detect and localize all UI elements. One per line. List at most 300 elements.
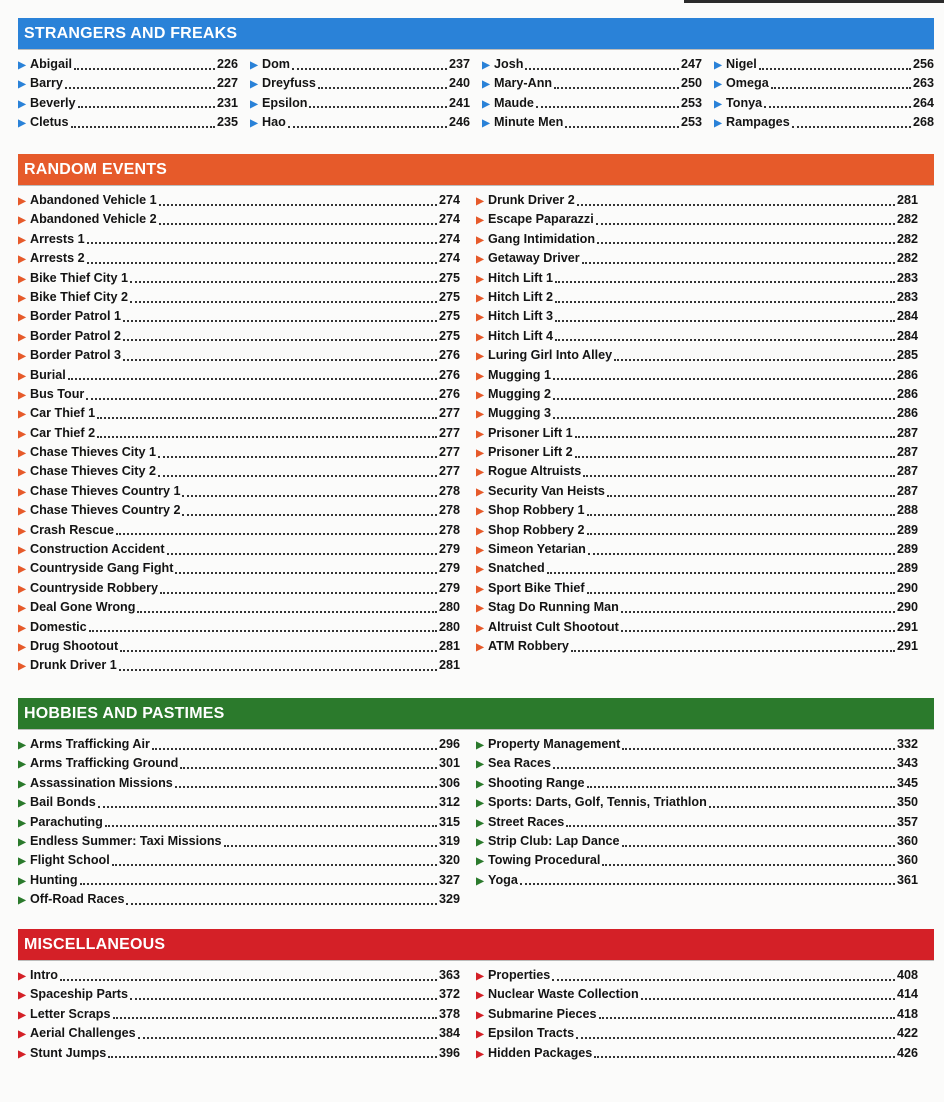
toc-entry (18, 1024, 460, 1043)
dot-leader (158, 456, 437, 458)
toc-entry (476, 210, 918, 229)
bullet-arrow-icon: ▶ (714, 118, 722, 130)
bullet-arrow-icon: ▶ (18, 370, 26, 382)
dot-leader (123, 359, 437, 361)
entry-title: Chase Thieves City 1 (30, 445, 156, 460)
entry-title: Gang Intimidation (488, 231, 596, 246)
entry-column (18, 55, 238, 133)
entry-title: Omega (726, 76, 769, 91)
toc-entry (476, 191, 918, 210)
random-section (18, 154, 934, 676)
entry-columns (18, 966, 934, 1063)
entry-title: Burial (30, 367, 66, 382)
page-number: 396 (438, 1045, 460, 1060)
bullet-arrow-icon: ▶ (476, 1009, 484, 1021)
toc-entry (18, 540, 460, 559)
bullet-arrow-icon: ▶ (18, 215, 26, 227)
entry-title: Simeon Yetarian (488, 542, 586, 557)
dot-leader (112, 864, 437, 866)
dot-leader (588, 553, 895, 555)
page-number: 286 (896, 367, 918, 382)
entry-title: Flight School (30, 853, 110, 868)
entry-title: Submarine Pieces (488, 1006, 597, 1021)
page-number: 288 (896, 503, 918, 518)
page-number: 279 (438, 561, 460, 576)
bullet-arrow-icon: ▶ (18, 331, 26, 343)
bullet-arrow-icon: ▶ (18, 79, 26, 91)
dot-leader (318, 87, 447, 89)
bullet-arrow-icon: ▶ (476, 836, 484, 848)
bullet-arrow-icon: ▶ (476, 312, 484, 324)
dot-leader (159, 204, 437, 206)
bullet-arrow-icon: ▶ (18, 836, 26, 848)
bullet-arrow-icon: ▶ (476, 467, 484, 479)
bullet-arrow-icon: ▶ (476, 641, 484, 653)
dot-leader (587, 533, 895, 535)
entry-title: Bail Bonds (30, 795, 96, 810)
dot-leader (571, 650, 895, 652)
entry-title: Strip Club: Lap Dance (488, 833, 620, 848)
toc-entry (18, 774, 460, 793)
entry-title: Barry (30, 76, 63, 91)
dot-leader (87, 262, 437, 264)
page-number: 282 (896, 231, 918, 246)
dot-leader (180, 767, 437, 769)
page-number: 281 (438, 658, 460, 673)
dot-leader (175, 572, 437, 574)
entry-title: Hitch Lift 4 (488, 328, 554, 343)
toc-entry (476, 1005, 918, 1024)
entry-title: Chase Thieves Country 1 (30, 483, 181, 498)
dot-leader (175, 786, 437, 788)
dot-leader (86, 398, 437, 400)
entry-title: Arms Trafficking Ground (30, 756, 179, 771)
page-number: 256 (912, 57, 934, 71)
entry-title: Rogue Altruists (488, 464, 582, 479)
entry-title: Hitch Lift 1 (488, 270, 554, 285)
toc-entry (476, 637, 918, 656)
bullet-arrow-icon: ▶ (18, 467, 26, 479)
entry-title: Crash Rescue (30, 522, 114, 537)
toc-entry (482, 94, 702, 113)
dot-leader (130, 301, 437, 303)
toc-entry (476, 793, 918, 812)
dot-leader (120, 650, 437, 652)
bullet-arrow-icon: ▶ (18, 641, 26, 653)
toc-entry (482, 74, 702, 93)
toc-entry (18, 230, 460, 249)
toc-entry (18, 1005, 460, 1024)
entry-title: Escape Paparazzi (488, 212, 594, 227)
page-number: 282 (896, 251, 918, 266)
toc-entry (18, 793, 460, 812)
dot-leader (792, 126, 911, 128)
entry-title: Parachuting (30, 814, 103, 829)
bullet-arrow-icon: ▶ (476, 1048, 484, 1060)
bullet-arrow-icon: ▶ (18, 798, 26, 810)
page-number: 253 (680, 95, 702, 110)
entry-title: Altruist Cult Shootout (488, 619, 619, 634)
toc-entry (482, 113, 702, 132)
dot-leader (575, 456, 895, 458)
page-number: 290 (896, 600, 918, 615)
dot-leader (130, 998, 437, 1000)
bullet-arrow-icon: ▶ (250, 98, 258, 110)
dot-leader (182, 514, 437, 516)
entry-title: Nuclear Waste Collection (488, 987, 639, 1002)
toc-entry (18, 501, 460, 520)
entry-title: Hao (262, 115, 286, 130)
page-number: 275 (438, 309, 460, 324)
toc-entry (476, 540, 918, 559)
bullet-arrow-icon: ▶ (476, 740, 484, 751)
dot-leader (68, 378, 437, 380)
dot-leader (126, 903, 437, 905)
bullet-arrow-icon: ▶ (250, 118, 258, 130)
toc-entry (476, 443, 918, 462)
page-number: 422 (896, 1026, 918, 1041)
entry-title: Countryside Gang Fight (30, 561, 174, 576)
bullet-arrow-icon: ▶ (482, 98, 490, 110)
page-number: 426 (896, 1045, 918, 1060)
bullet-arrow-icon: ▶ (18, 895, 26, 907)
toc-entry (18, 55, 238, 74)
toc-entry (476, 774, 918, 793)
page-number: 287 (896, 464, 918, 479)
entry-title: Hunting (30, 872, 78, 887)
page-number: 283 (896, 270, 918, 285)
toc-entry (18, 559, 460, 578)
bullet-arrow-icon: ▶ (476, 215, 484, 227)
toc-entry (714, 74, 934, 93)
page-number: 274 (438, 193, 460, 207)
page-number: 357 (896, 814, 918, 829)
entry-columns (18, 735, 934, 910)
bullet-arrow-icon: ▶ (476, 817, 484, 829)
entry-title: Prisoner Lift 2 (488, 445, 573, 460)
page-number: 360 (896, 853, 918, 868)
page-number: 278 (438, 503, 460, 518)
page-number: 361 (896, 872, 918, 887)
page-number: 287 (896, 445, 918, 460)
dot-leader (160, 592, 437, 594)
toc-entry (18, 754, 460, 773)
dot-leader (759, 68, 911, 70)
entry-title: Drug Shootout (30, 638, 119, 653)
page-number: 250 (680, 76, 702, 91)
page-number: 319 (438, 833, 460, 848)
bullet-arrow-icon: ▶ (18, 292, 26, 304)
dot-leader (158, 475, 437, 477)
dot-leader (597, 242, 895, 244)
toc-entry (476, 754, 918, 773)
page-number: 246 (448, 115, 470, 130)
page-number: 275 (438, 289, 460, 304)
dot-leader (71, 126, 215, 128)
page-number: 287 (896, 425, 918, 440)
bullet-arrow-icon: ▶ (18, 234, 26, 246)
bullet-arrow-icon: ▶ (18, 118, 26, 130)
entry-title: Abigail (30, 57, 72, 71)
toc-entry (18, 851, 460, 870)
dot-leader (583, 475, 895, 477)
toc-entry (18, 191, 460, 210)
dot-leader (555, 301, 895, 303)
entry-title: Sports: Darts, Golf, Tennis, Triathlon (488, 795, 707, 810)
dot-leader (596, 223, 895, 225)
bullet-arrow-icon: ▶ (250, 79, 258, 91)
toc-entry (18, 462, 460, 481)
dot-leader (123, 339, 437, 341)
page-number: 277 (438, 464, 460, 479)
entry-title: Tonya (726, 95, 763, 110)
page-number: 247 (680, 57, 702, 71)
bullet-arrow-icon: ▶ (18, 196, 26, 207)
entry-title: Street Races (488, 814, 565, 829)
entry-column (476, 966, 918, 1063)
page-number: 240 (448, 76, 470, 91)
page-number: 274 (438, 251, 460, 266)
page-number: 227 (216, 76, 238, 91)
bullet-arrow-icon: ▶ (476, 389, 484, 401)
entry-title: Abandoned Vehicle 1 (30, 193, 157, 207)
dot-leader (536, 106, 679, 108)
page-number: 315 (438, 814, 460, 829)
toc-entry (18, 871, 460, 890)
toc-entry (476, 598, 918, 617)
dot-leader (553, 398, 895, 400)
entry-title: Hitch Lift 3 (488, 309, 554, 324)
entry-title: Arms Trafficking Air (30, 737, 150, 751)
bullet-arrow-icon: ▶ (18, 817, 26, 829)
page-number: 350 (896, 795, 918, 810)
entry-title: Prisoner Lift 1 (488, 425, 573, 440)
bullet-arrow-icon: ▶ (476, 525, 484, 537)
page-number: 285 (896, 348, 918, 363)
toc-entry (18, 74, 238, 93)
entry-title: Snatched (488, 561, 545, 576)
toc-entry (18, 443, 460, 462)
dot-leader (565, 126, 679, 128)
dot-leader (555, 281, 895, 283)
dot-leader (123, 320, 437, 322)
entry-title: Countryside Robbery (30, 580, 159, 595)
entry-title: Epsilon Tracts (488, 1026, 575, 1041)
toc-entry (476, 346, 918, 365)
toc-entry (476, 327, 918, 346)
dot-leader (552, 979, 895, 981)
entry-title: Spaceship Parts (30, 987, 128, 1002)
toc-entry (18, 890, 460, 909)
toc-entry (18, 249, 460, 268)
entry-column (18, 191, 460, 676)
bullet-arrow-icon: ▶ (476, 990, 484, 1002)
bullet-arrow-icon: ▶ (476, 875, 484, 887)
entry-title: Shooting Range (488, 775, 585, 790)
bullet-arrow-icon: ▶ (476, 971, 484, 982)
dot-leader (292, 68, 447, 70)
entry-column (18, 966, 460, 1063)
bullet-arrow-icon: ▶ (476, 506, 484, 518)
bullet-arrow-icon: ▶ (476, 545, 484, 557)
entry-title: Mugging 3 (488, 406, 551, 421)
bullet-arrow-icon: ▶ (18, 564, 26, 576)
toc-entry (18, 521, 460, 540)
entry-title: Drunk Driver 1 (30, 658, 117, 673)
entry-title: Car Thief 1 (30, 406, 96, 421)
toc-entry (476, 501, 918, 520)
entry-title: Properties (488, 968, 551, 982)
entry-title: Arrests 1 (30, 231, 85, 246)
page-number: 277 (438, 425, 460, 440)
toc-entry (476, 871, 918, 890)
toc-entry (18, 307, 460, 326)
entry-title: Letter Scraps (30, 1006, 111, 1021)
toc-entry (18, 966, 460, 985)
toc-entry (18, 813, 460, 832)
toc-entry (18, 94, 238, 113)
dot-leader (587, 786, 895, 788)
page-number: 408 (896, 968, 918, 982)
toc-entry (476, 307, 918, 326)
entry-title: Assassination Missions (30, 775, 173, 790)
bullet-arrow-icon: ▶ (18, 778, 26, 790)
toc-entry (18, 385, 460, 404)
entry-title: Rampages (726, 115, 790, 130)
entry-title: Domestic (30, 619, 87, 634)
entry-title: Hitch Lift 2 (488, 289, 554, 304)
section-header: RANDOM EVENTS (18, 154, 934, 185)
toc-entry (18, 346, 460, 365)
dot-leader (119, 669, 437, 671)
dot-leader (520, 883, 895, 885)
entry-title: Endless Summer: Taxi Missions (30, 833, 222, 848)
bullet-arrow-icon: ▶ (18, 990, 26, 1002)
bullet-arrow-icon: ▶ (18, 351, 26, 363)
entry-title: Getaway Driver (488, 251, 580, 266)
entry-columns (18, 191, 934, 676)
toc-entry (18, 366, 460, 385)
bullet-arrow-icon: ▶ (18, 875, 26, 887)
page-number: 279 (438, 580, 460, 595)
page-number: 332 (896, 737, 918, 751)
bullet-arrow-icon: ▶ (18, 759, 26, 771)
page-number: 363 (438, 968, 460, 982)
dot-leader (97, 436, 437, 438)
dot-leader (525, 68, 679, 70)
dot-leader (553, 767, 895, 769)
entry-column (482, 55, 702, 133)
page-number: 281 (896, 193, 918, 207)
dot-leader (577, 204, 895, 206)
entry-title: Yoga (488, 872, 518, 887)
toc-entry (476, 618, 918, 637)
dot-leader (599, 1017, 895, 1019)
dot-leader (709, 806, 895, 808)
dot-leader (74, 68, 215, 70)
entry-column (18, 735, 460, 910)
bullet-arrow-icon: ▶ (476, 583, 484, 595)
page-number: 226 (216, 57, 238, 71)
bullet-arrow-icon: ▶ (476, 856, 484, 868)
page-number: 280 (438, 619, 460, 634)
page-number: 372 (438, 987, 460, 1002)
dot-leader (138, 1037, 437, 1039)
page-number: 320 (438, 853, 460, 868)
dot-leader (78, 106, 215, 108)
dot-leader (80, 883, 437, 885)
section-header: STRANGERS AND FREAKS (18, 18, 934, 49)
bullet-arrow-icon: ▶ (18, 389, 26, 401)
bullet-arrow-icon: ▶ (18, 98, 26, 110)
page-number: 306 (438, 775, 460, 790)
strangers-section (18, 18, 934, 133)
toc-entry (250, 113, 470, 132)
entry-title: Mary-Ann (494, 76, 553, 91)
bullet-arrow-icon: ▶ (476, 428, 484, 440)
dot-leader (566, 825, 895, 827)
bullet-arrow-icon: ▶ (476, 273, 484, 285)
toc-entry (476, 462, 918, 481)
toc-entry (18, 404, 460, 423)
top-rule (684, 0, 944, 3)
bullet-arrow-icon: ▶ (482, 60, 490, 71)
toc-entry (714, 94, 934, 113)
bullet-arrow-icon: ▶ (18, 583, 26, 595)
hobbies-section (18, 698, 934, 910)
entry-column (476, 191, 918, 676)
toc-entry (18, 113, 238, 132)
entry-title: Deal Gone Wrong (30, 600, 136, 615)
page-number: 291 (896, 638, 918, 653)
toc-entry (476, 735, 918, 754)
toc-entry (250, 74, 470, 93)
bullet-arrow-icon: ▶ (476, 778, 484, 790)
toc-entry (18, 637, 460, 656)
toc-entry (714, 113, 934, 132)
page-number: 276 (438, 367, 460, 382)
toc-entry (476, 521, 918, 540)
page-number: 289 (896, 542, 918, 557)
entry-title: Beverly (30, 95, 76, 110)
entry-title: Nigel (726, 57, 757, 71)
entry-title: Intro (30, 968, 58, 982)
page-number: 275 (438, 270, 460, 285)
page-number: 284 (896, 309, 918, 324)
dot-leader (587, 514, 895, 516)
dot-leader (159, 223, 437, 225)
dot-leader (309, 106, 447, 108)
toc-entry (18, 424, 460, 443)
misc-section (18, 929, 934, 1063)
entry-title: Bike Thief City 1 (30, 270, 128, 285)
bullet-arrow-icon: ▶ (714, 79, 722, 91)
section-header: MISCELLANEOUS (18, 929, 934, 960)
toc-entry (476, 559, 918, 578)
bullet-arrow-icon: ▶ (476, 409, 484, 421)
toc-entry (18, 656, 460, 675)
bullet-arrow-icon: ▶ (18, 60, 26, 71)
dot-leader (116, 533, 437, 535)
dot-leader (554, 87, 679, 89)
dot-leader (764, 106, 911, 108)
page-number: 286 (896, 386, 918, 401)
bullet-arrow-icon: ▶ (476, 351, 484, 363)
page-number: 414 (896, 987, 918, 1002)
toc-entry (476, 366, 918, 385)
dot-leader (553, 378, 895, 380)
page-number: 281 (438, 638, 460, 653)
